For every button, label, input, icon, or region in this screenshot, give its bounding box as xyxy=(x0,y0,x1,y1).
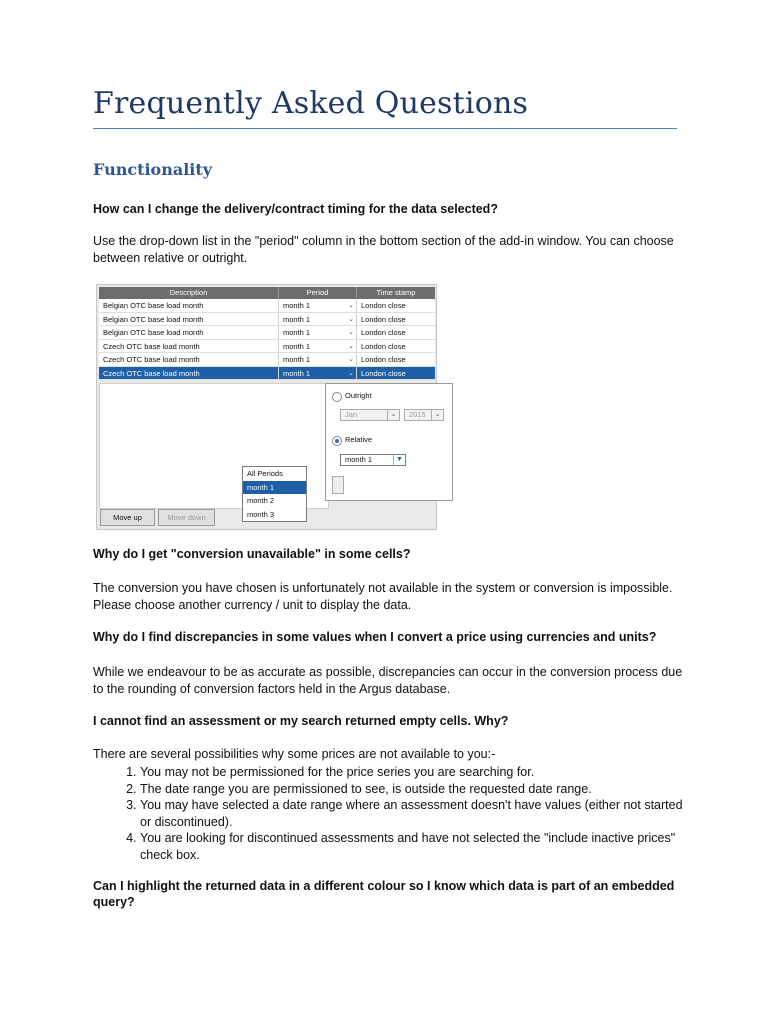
chevron-down-icon[interactable]: ⌄ xyxy=(348,342,354,350)
chevron-down-icon[interactable]: ⌄ xyxy=(348,329,354,336)
relative-select[interactable] xyxy=(340,454,406,466)
question-3: Why do I find discrepancies in some values when I convert a price using currencies and units? xyxy=(93,630,657,644)
list-item: 2. The date range you are permissioned to see, is outside the requested date range. xyxy=(140,781,686,798)
row-period-value: month 1 xyxy=(283,355,311,364)
dropdown-option[interactable]: All Periods xyxy=(247,469,283,478)
chevron-down-icon[interactable]: ⌄ xyxy=(387,410,399,420)
list-item: 1. You may not be permissioned for the price series you are searching for. xyxy=(140,764,686,781)
reasons-list xyxy=(93,764,686,863)
question-1: How can I change the delivery/contract timing for the data selected? xyxy=(93,202,498,216)
row-period[interactable] xyxy=(279,313,357,326)
page-title: Frequently Asked Questions xyxy=(93,86,529,121)
outright-radio[interactable] xyxy=(332,392,342,402)
row-period-value: month 1 xyxy=(283,341,311,351)
row-period[interactable] xyxy=(279,340,357,353)
period-grid xyxy=(99,287,435,380)
row-timestamp: London close xyxy=(361,341,406,351)
row-timestamp: London close xyxy=(361,328,406,337)
row-timestamp: London close xyxy=(361,368,406,378)
period-popup xyxy=(325,383,453,501)
table-row[interactable] xyxy=(99,353,435,367)
table-row-selected[interactable] xyxy=(99,367,435,381)
question-5: Can I highlight the returned data in a different colour so I know which data is part of an embedded query? xyxy=(93,879,675,909)
year-select[interactable] xyxy=(404,409,444,421)
list-item: 3. You may have selected a date range where an assessment doesn't have values (either not started or discontinued). xyxy=(140,797,686,830)
table-row[interactable] xyxy=(99,340,435,354)
chevron-down-icon[interactable]: ⌄ xyxy=(348,356,354,363)
header-description: Description xyxy=(99,287,279,299)
table-row[interactable] xyxy=(99,299,435,313)
relative-radio[interactable] xyxy=(332,436,342,446)
table-row[interactable] xyxy=(99,313,435,327)
popup-button-stub[interactable] xyxy=(332,476,344,494)
grid-header xyxy=(99,287,435,299)
section-heading: Functionality xyxy=(93,160,213,179)
relative-select-value: month 1 xyxy=(345,455,373,464)
header-period: Period xyxy=(279,287,357,299)
answer-4: There are several possibilities why some prices are not available to you:- xyxy=(93,747,496,761)
row-period-value: month 1 xyxy=(283,368,311,378)
dropdown-option[interactable]: month 3 xyxy=(247,509,275,519)
row-description: Belgian OTC base load month xyxy=(99,326,279,339)
move-down-button[interactable]: Move down xyxy=(158,509,215,526)
row-description: Belgian OTC base load month xyxy=(99,299,279,312)
chevron-down-icon[interactable]: ⌄ xyxy=(431,410,443,420)
row-period[interactable] xyxy=(279,367,357,380)
row-description: Czech OTC base load month xyxy=(99,367,279,380)
row-timestamp: London close xyxy=(361,301,406,310)
addin-screenshot xyxy=(96,284,441,530)
title-divider xyxy=(93,128,677,129)
chevron-down-icon[interactable]: ⌄ xyxy=(348,302,354,309)
row-description: Czech OTC base load month xyxy=(99,353,279,366)
answer-2: The conversion you have chosen is unfortunately not available in the system or conversion is impossible. Please choose another currency / unit to display the data. xyxy=(93,581,673,612)
dropdown-option-selected[interactable]: month 1 xyxy=(243,481,306,495)
table-row[interactable] xyxy=(99,326,435,340)
month-select[interactable] xyxy=(340,409,400,421)
outright-label: Outright xyxy=(345,391,372,400)
chevron-down-icon[interactable]: ⌄ xyxy=(348,369,354,377)
row-period-value: month 1 xyxy=(283,301,311,310)
row-timestamp: London close xyxy=(361,355,406,364)
row-description: Czech OTC base load month xyxy=(99,340,279,353)
year-select-value: 2015 xyxy=(409,410,426,419)
row-period[interactable] xyxy=(279,299,357,312)
row-description: Belgian OTC base load month xyxy=(99,313,279,326)
row-period-value: month 1 xyxy=(283,314,311,324)
dropdown-option[interactable]: month 2 xyxy=(247,496,275,505)
header-timestamp: Time stamp xyxy=(376,288,416,297)
question-4: I cannot find an assessment or my search returned empty cells. Why? xyxy=(93,714,509,728)
chevron-down-icon[interactable]: ▼ xyxy=(393,455,405,465)
row-period[interactable] xyxy=(279,353,357,366)
row-period-value: month 1 xyxy=(283,328,311,337)
relative-label: Relative xyxy=(345,435,373,444)
row-timestamp: London close xyxy=(361,314,406,324)
row-period[interactable] xyxy=(279,326,357,339)
question-2: Why do I get "conversion unavailable" in some cells? xyxy=(93,547,411,561)
relative-dropdown-list xyxy=(242,466,307,522)
month-select-value: Jan xyxy=(345,410,358,419)
answer-1: Use the drop-down list in the "period" column in the bottom section of the add-in window. You can choose between relative or outright. xyxy=(93,234,674,265)
chevron-down-icon[interactable]: ⌄ xyxy=(348,315,354,323)
answer-3: While we endeavour to be as accurate as possible, discrepancies can occur in the conversion process due to the rounding of conversion factors held in the Argus database. xyxy=(93,665,683,696)
move-up-button[interactable]: Move up xyxy=(100,509,155,526)
list-item: 4. You are looking for discontinued assessments and have not selected the "include inactive prices" check box. xyxy=(140,830,686,863)
